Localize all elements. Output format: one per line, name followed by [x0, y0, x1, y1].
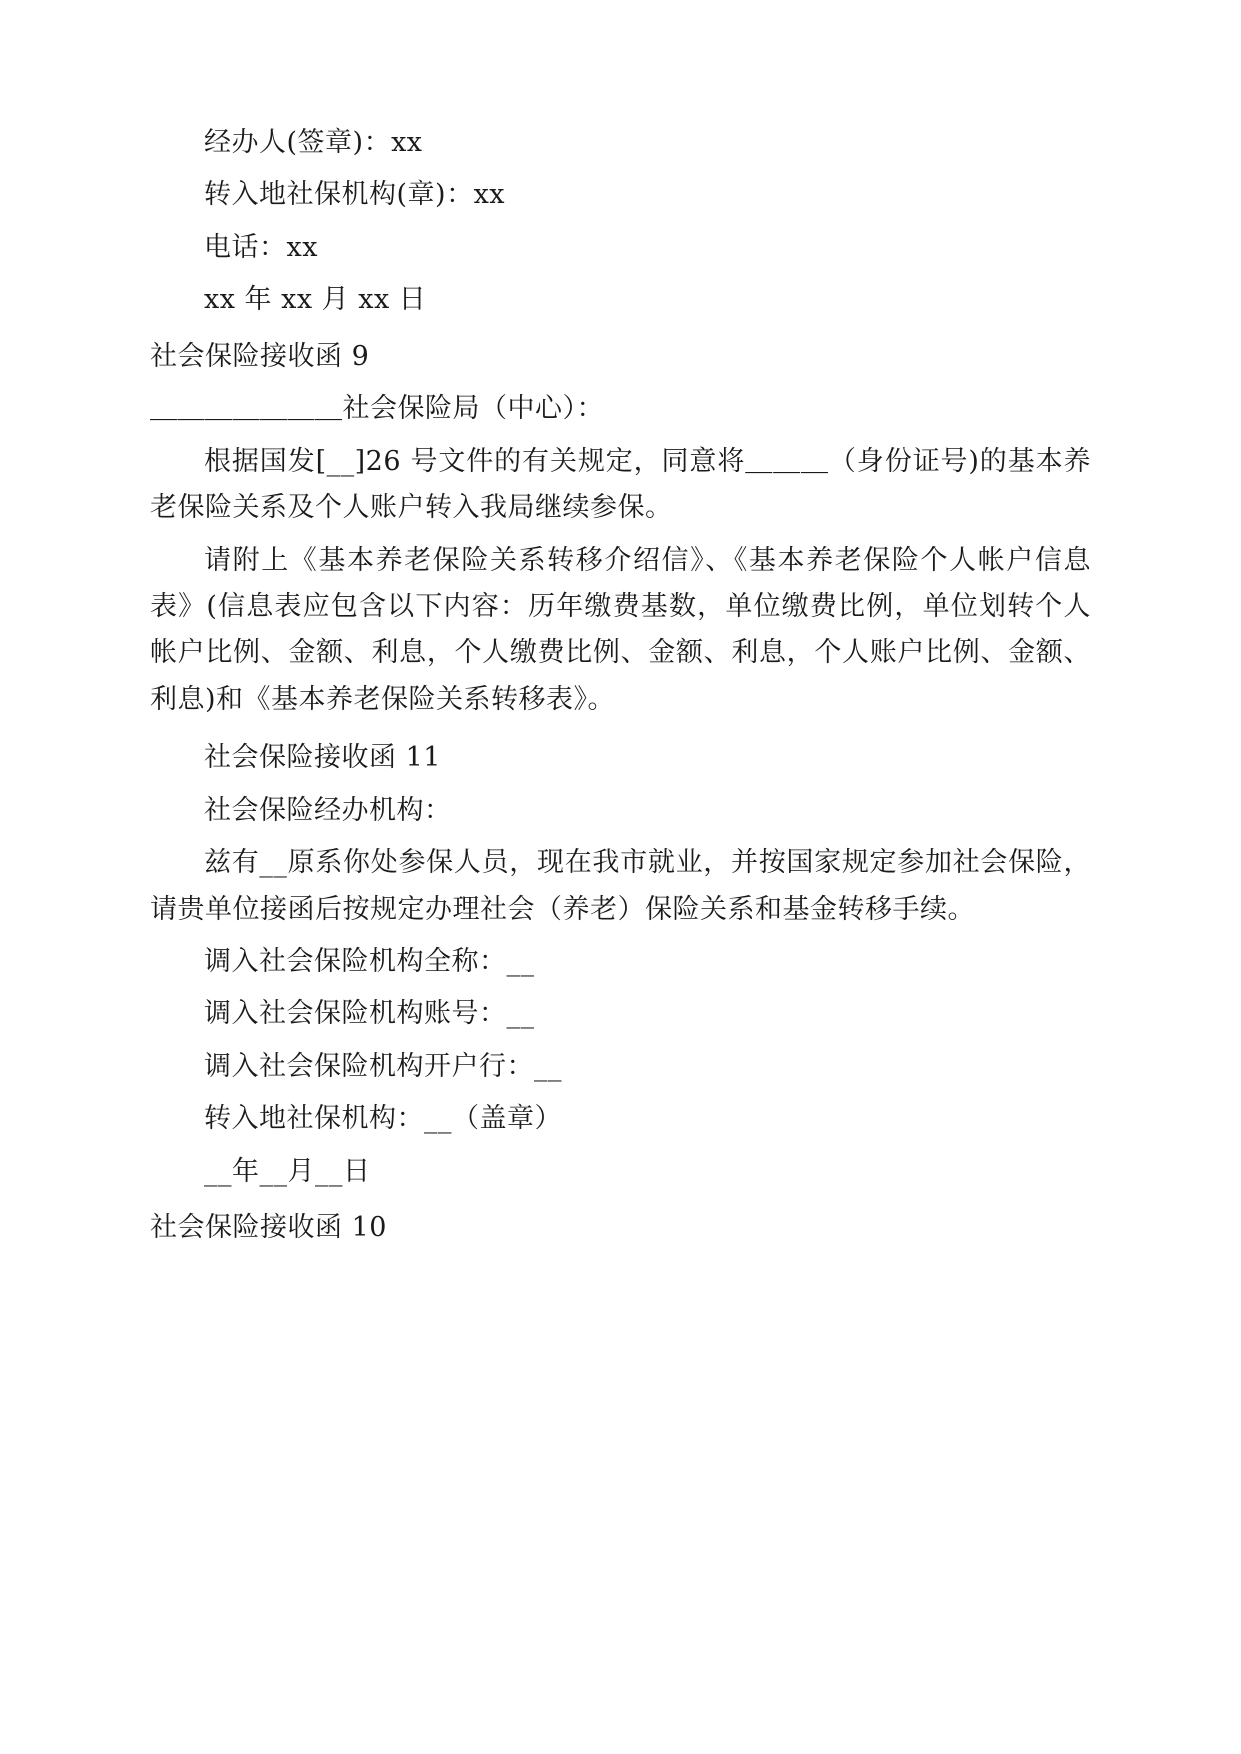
section-heading-11: 社会保险接收函 11: [204, 742, 441, 774]
section-heading-10: 社会保险接收函 10: [150, 1212, 387, 1244]
paragraph-attachments: 请附上《基本养老保险关系转移介绍信》、《基本养老保险个人帐户信息表》(信息表应包含以下内容：历年缴费基数，单位缴费比例，单位划转个人帐户比例、金额、利息，个人缴费比例、金额、利息，个人账户比例、金额、利息)和《基本养老保险关系转移表》。: [150, 544, 1091, 715]
operator-signature-line: 经办人(签章)：xx: [204, 127, 423, 158]
agency-seal-field: 转入地社保机构：__（盖章）: [204, 1103, 562, 1135]
receiving-agency-line: 转入地社保机构(章)：xx: [204, 179, 506, 211]
addressee-line: ＿＿＿＿＿＿＿社会保险局（中心）：: [150, 393, 604, 425]
agency-addressee-line: 社会保险经办机构：: [204, 794, 452, 826]
agency-fullname-field: 调入社会保险机构全称：__: [204, 946, 535, 977]
agency-bank-field: 调入社会保险机构开户行：__: [204, 1050, 562, 1082]
section-heading-9: 社会保险接收函 9: [150, 340, 370, 372]
agency-account-field: 调入社会保险机构账号：__: [204, 998, 535, 1030]
telephone-line: 电话：xx: [204, 231, 318, 263]
document-body: [150, 120, 1091, 1252]
paragraph-policy-basis: 根据国发[__]26 号文件的有关规定，同意将＿＿＿（身份证号)的基本养老保险关系及个人账户转入我局继续参保。: [150, 445, 1091, 524]
paragraph-transfer-request: 兹有__原系你处参保人员，现在我市就业，并按国家规定参加社会保险，请贵单位接函后按规定办理社会（养老）保险关系和基金转移手续。: [150, 847, 1091, 925]
blank-date-field: __年__月__日: [204, 1155, 371, 1187]
date-line: xx 年 xx 月 xx 日: [204, 284, 427, 316]
